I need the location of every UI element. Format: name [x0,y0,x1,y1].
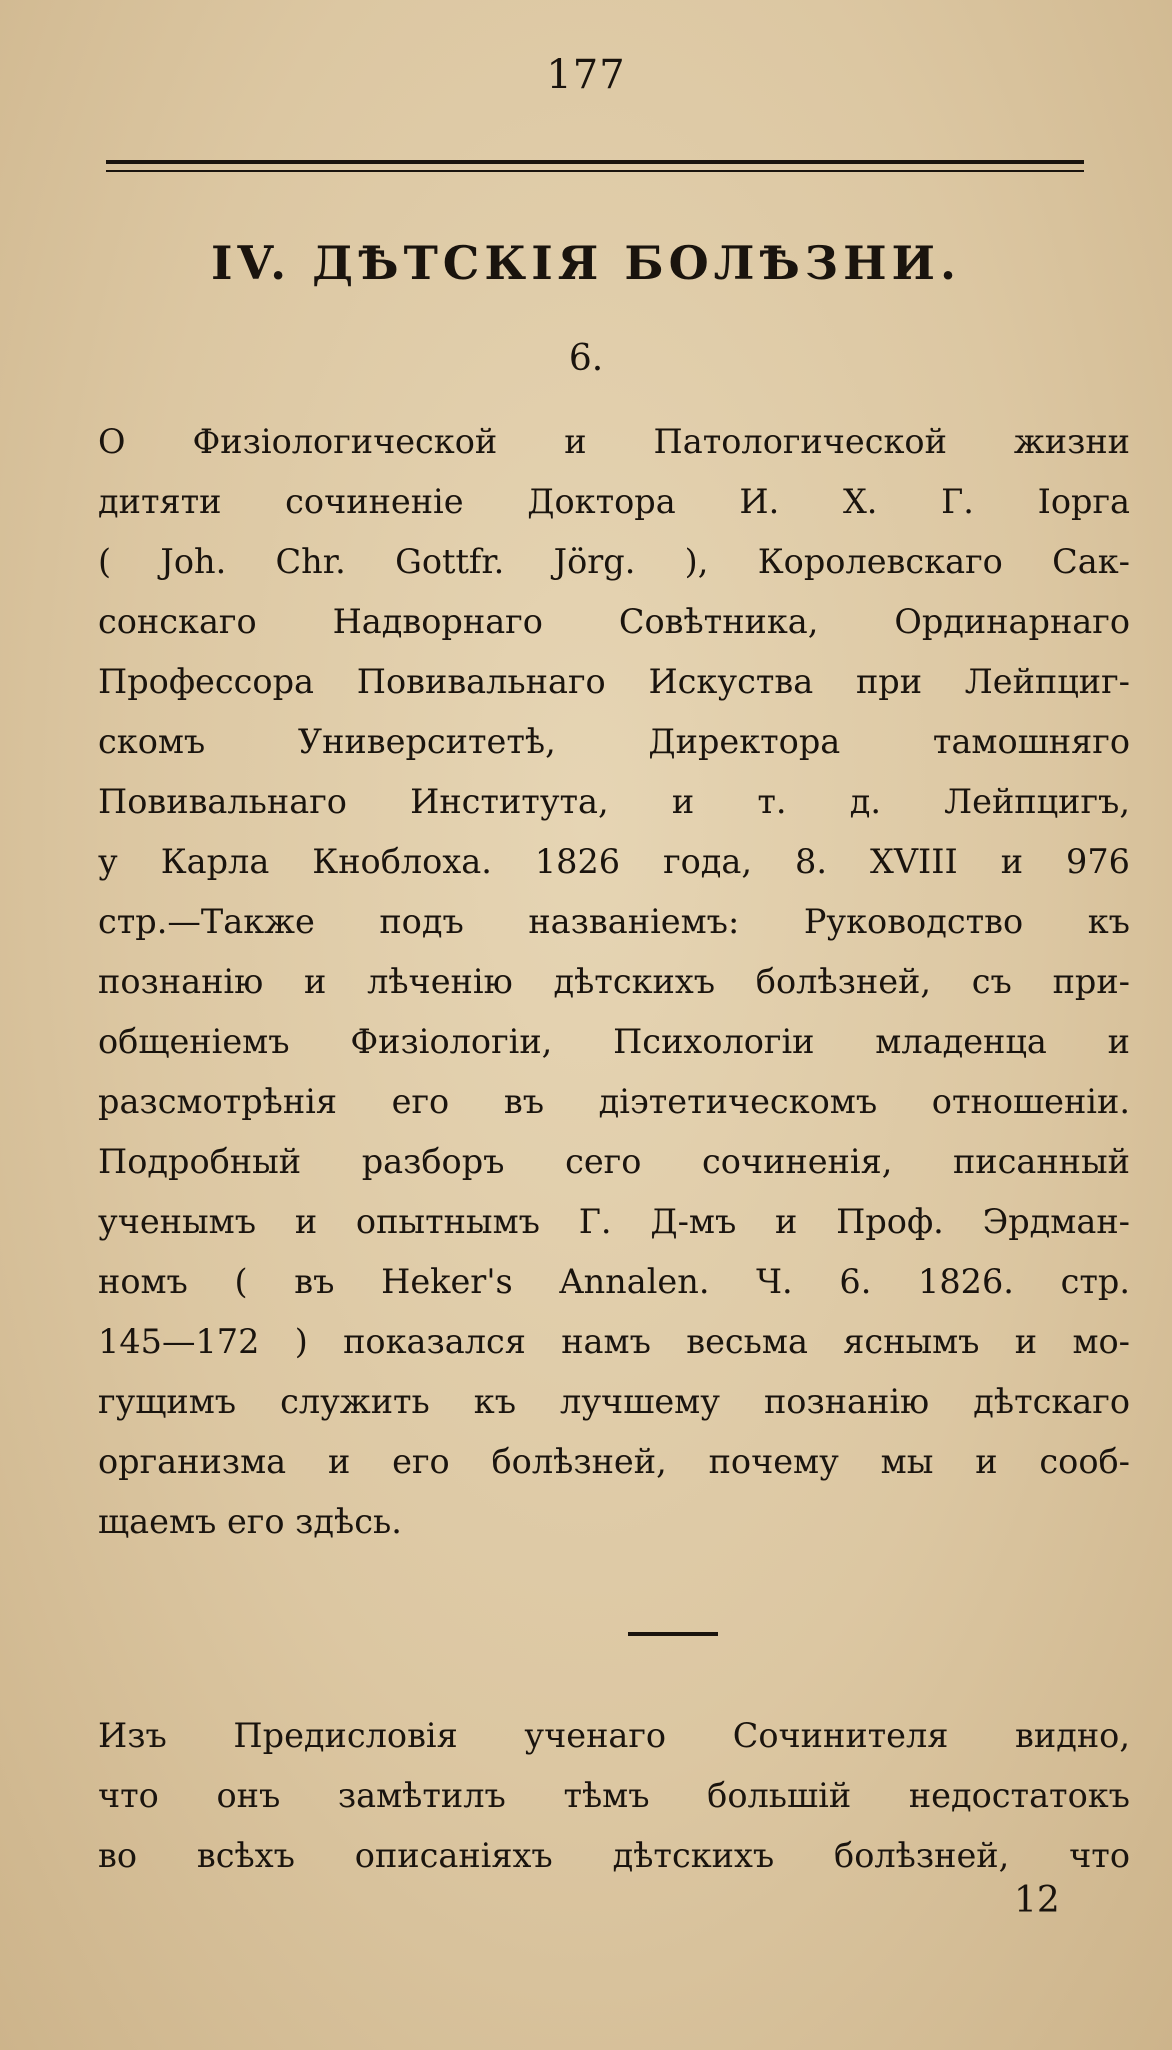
text-line: у Карла Кноблоха. 1826 года, 8. XVIII и 976 [98,842,1130,881]
text-line: О Физіологической и Патологической жизни [98,422,1130,461]
text-line: стр.—Также подъ названіемъ: Руководство къ [98,902,1130,941]
text-line: Подробный разборъ сего сочиненія, писанный [98,1142,1130,1181]
text-line: щаемъ его здѣсь. [98,1502,402,1541]
page-number: 177 [546,52,626,98]
text-line: 145—172 ) показался намъ весьма яснымъ и мо- [98,1322,1130,1361]
paragraph-preface [98,1706,1130,1886]
text-line: Повивальнаго Института, и т. д. Лейпцигъ, [98,782,1130,821]
text-line: что онъ замѣтилъ тѣмъ большій недостатокъ [98,1776,1130,1815]
header-rule-thin [106,170,1084,172]
text-line: скомъ Университетѣ, Директора тамошняго [98,722,1130,761]
text-line: Изъ Предисловія ученаго Сочинителя видно, [98,1716,1130,1755]
section-title: IV. ДѢТСКІЯ БОЛѢЗНИ. [210,236,962,290]
text-line: дитяти сочиненіе Доктора И. Х. Г. Іорга [98,482,1130,521]
signature-mark: 12 [1014,1880,1060,1921]
text-line: организма и его болѣзней, почему мы и сооб- [98,1442,1130,1481]
text-line: ученымъ и опытнымъ Г. Д-мъ и Проф. Эрдман- [98,1202,1130,1241]
section-divider [628,1632,718,1636]
text-line: гущимъ служить къ лучшему познанію дѣтскаго [98,1382,1130,1421]
text-line: номъ ( въ Heker's Annalen. Ч. 6. 1826. стр. [98,1262,1130,1301]
text-line: во всѣхъ описаніяхъ дѣтскихъ болѣзней, что [98,1836,1130,1875]
text-line: познанію и лѣченію дѣтскихъ болѣзней, съ при- [98,962,1130,1001]
item-number: 6. [568,338,604,379]
text-line: Профессора Повивальнаго Искуства при Лейпциг- [98,662,1130,701]
text-line: ( Joh. Chr. Gottfr. Jörg. ), Королевскаго Сак- [98,542,1130,581]
text-line: общеніемъ Физіологіи, Психологіи младенца и [98,1022,1130,1061]
text-line: сонскаго Надворнаго Совѣтника, Ординарнаго [98,602,1130,641]
header-rule-thick [106,160,1084,164]
paragraph-review [98,412,1130,1552]
text-line: разсмотрѣнія его въ діэтетическомъ отношеніи. [98,1082,1130,1121]
